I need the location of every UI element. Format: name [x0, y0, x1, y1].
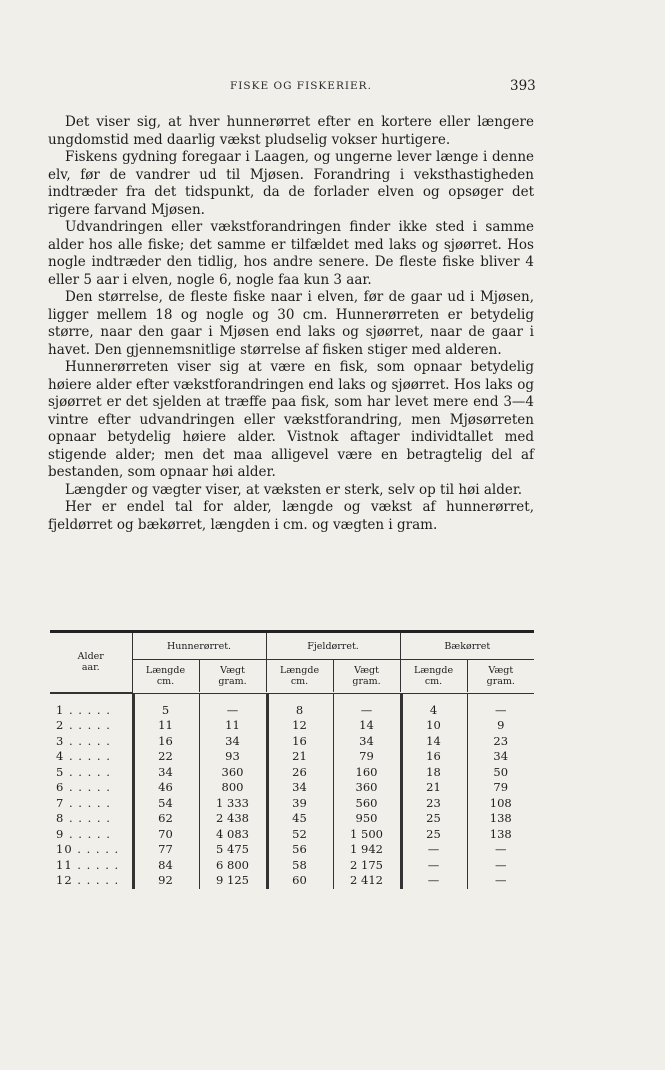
page-header [0, 78, 665, 98]
weight-cell: 1 942 [333, 842, 400, 858]
weight-cell: 93 [199, 749, 266, 765]
age-header-line: aar. [81, 662, 100, 674]
length-cell: — [400, 873, 467, 889]
length-cell: 45 [266, 811, 333, 827]
weight-cell: — [467, 703, 534, 719]
length-cell: 58 [266, 858, 333, 874]
length-cell: 77 [132, 842, 199, 858]
age-cell: 2 . . . . . [56, 718, 111, 732]
weight-cell: 1 500 [333, 827, 400, 843]
running-head: FISKE OG FISKERIER. [230, 80, 372, 92]
table-row [50, 765, 534, 781]
group-header-fjeldorret: Fjeldørret. [266, 633, 400, 660]
age-cell: 8 . . . . . [56, 811, 111, 825]
weight-cell: 1 333 [199, 796, 266, 812]
weight-column-header: Vægt gram. [199, 660, 266, 693]
length-cell: 21 [400, 780, 467, 796]
length-cell: 5 [132, 703, 199, 719]
weight-cell: 79 [467, 780, 534, 796]
length-cell: 8 [266, 703, 333, 719]
weight-cell: 11 [199, 718, 266, 734]
length-cell: 25 [400, 811, 467, 827]
weight-cell: 360 [199, 765, 266, 781]
table-row [50, 858, 534, 874]
length-cell: 25 [400, 827, 467, 843]
length-cell: 70 [132, 827, 199, 843]
length-cell: 52 [266, 827, 333, 843]
paragraph: Længder og vægter viser, at væksten er sterk, selv op til høi alder. [65, 481, 523, 498]
weight-cell: 50 [467, 765, 534, 781]
weight-cell: 2 175 [333, 858, 400, 874]
length-cell: 23 [400, 796, 467, 812]
table-row [50, 811, 534, 827]
length-cell: 16 [400, 749, 467, 765]
weight-cell: 800 [199, 780, 266, 796]
weight-cell: 2 412 [333, 873, 400, 889]
weight-cell: 138 [467, 827, 534, 843]
length-cell: 39 [266, 796, 333, 812]
age-cell: 7 . . . . . [56, 795, 111, 810]
weight-cell: 4 083 [199, 827, 266, 843]
paragraph: Den størrelse, de fleste fiske naar i elven, før de gaar ud i Mjøsen, ligger mellem 18 og nogle og 30 cm. Hunnerørreten er betydelig større, naar den gaar i Mjøsen end laks og sjøørret, naar de gaar i havet. Den gjennemsnitlige størrelse af fisken stiger med alderen. [48, 289, 534, 358]
age-cell: 10 . . . . . [56, 842, 120, 856]
length-cell: 10 [400, 718, 467, 734]
age-cell: 9 . . . . . [56, 826, 111, 841]
weight-cell: 34 [199, 734, 266, 750]
length-column-header: Længde cm. [266, 660, 333, 693]
weight-cell: 34 [467, 749, 534, 765]
length-column-header: Længde cm. [132, 660, 199, 693]
group-header-baekorret: Bækørret [400, 633, 534, 660]
growth-table [50, 630, 534, 889]
age-cell: 6 . . . . . [56, 780, 111, 794]
length-cell: 21 [266, 749, 333, 765]
weight-cell: 9 [467, 718, 534, 734]
age-cell: 11 . . . . . [56, 857, 120, 872]
age-cell: 4 . . . . . [56, 749, 111, 763]
age-cell: 12 . . . . . [56, 873, 120, 887]
growth-table-grid [50, 633, 534, 693]
table-row [50, 873, 534, 889]
table-row [50, 796, 534, 812]
length-cell: 11 [132, 718, 199, 734]
length-cell: 34 [266, 780, 333, 796]
weight-cell: 560 [333, 796, 400, 812]
age-cell: 3 . . . . . [56, 733, 111, 748]
weight-cell: 6 800 [199, 858, 266, 874]
weight-cell: — [333, 703, 400, 719]
length-cell: — [400, 842, 467, 858]
weight-cell: 9 125 [199, 873, 266, 889]
weight-cell: 79 [333, 749, 400, 765]
table-row [50, 842, 534, 858]
length-cell: 14 [400, 734, 467, 750]
table-row [50, 827, 534, 843]
length-cell: 22 [132, 749, 199, 765]
age-header-line: Alder [77, 651, 104, 663]
weight-cell: 360 [333, 780, 400, 796]
growth-table-body [50, 694, 534, 889]
length-cell: 62 [132, 811, 199, 827]
length-cell: 16 [266, 734, 333, 750]
table-row [50, 734, 534, 750]
length-cell: 84 [132, 858, 199, 874]
weight-cell: 14 [333, 718, 400, 734]
paragraph: Udvandringen eller vækstforandringen finder ikke sted i samme alder hos alle fiske; det samme er tilfældet med laks og sjøørret. Hos nogle indtræder den tidlig, hos andre senere. De fleste fiske bliver 4 eller 5 aar i elven, nogle 6, nogle faa kun 3 aar. [48, 219, 534, 288]
weight-cell: 108 [467, 796, 534, 812]
length-cell: 12 [266, 718, 333, 734]
weight-cell: 160 [333, 765, 400, 781]
body-text [48, 114, 534, 534]
weight-cell: 138 [467, 811, 534, 827]
length-column-header: Længde cm. [400, 660, 467, 693]
table-row [50, 718, 534, 734]
paragraph: Hunnerørreten viser sig at være en fisk, som opnaar betydelig høiere alder efter vækstforandringen end laks og sjøørret. Hos laks og sjøørret er det sjelden at træffe paa fisk, som har levet mere end 3—4 vintre efter udvandringen eller vækstforandring, men Mjøsørreten opnaar betydelig høiere alder. Vistnok aftager individtallet med stigende alder; men det maa alligevel være en betragtelig del af bestanden, som opnaar høi alder. [48, 359, 534, 480]
weight-cell: — [467, 842, 534, 858]
length-cell: 26 [266, 765, 333, 781]
length-cell: 92 [132, 873, 199, 889]
paragraph: Fiskens gydning foregaar i Laagen, og ungerne lever længe i denne elv, før de vandrer ud til Mjøsen. Forandring i veksthastigheden indtræder fra det tidspunkt, da de forlader elven og opsøger det rigere farvand Mjøsen. [48, 149, 534, 218]
table-row [50, 703, 534, 719]
length-cell: 34 [132, 765, 199, 781]
length-cell: 60 [266, 873, 333, 889]
weight-cell: — [467, 858, 534, 874]
weight-cell: 23 [467, 734, 534, 750]
length-cell: 56 [266, 842, 333, 858]
weight-cell: 34 [333, 734, 400, 750]
table-row [50, 780, 534, 796]
length-cell: — [400, 858, 467, 874]
paragraph: Det viser sig, at hver hunnerørret efter en kortere eller længere ungdomstid med daarlig vækst pludselig vokser hurtigere. [48, 114, 534, 148]
weight-cell: — [199, 703, 266, 719]
weight-cell: 2 438 [199, 811, 266, 827]
age-column-header [50, 633, 132, 692]
weight-column-header: Vægt gram. [333, 660, 400, 693]
group-header-hunnerorret: Hunnerørret. [132, 633, 266, 660]
age-cell: 1 . . . . . [56, 702, 111, 717]
paragraph: Her er endel tal for alder, længde og vækst af hunnerørret, fjeldørret og bækørret, længden i cm. og vægten i gram. [48, 499, 534, 533]
length-cell: 16 [132, 734, 199, 750]
length-cell: 4 [400, 703, 467, 719]
weight-column-header: Vægt gram. [467, 660, 534, 693]
weight-cell: — [467, 873, 534, 889]
weight-cell: 5 475 [199, 842, 266, 858]
length-cell: 46 [132, 780, 199, 796]
page-number: 393 [510, 78, 536, 94]
weight-cell: 950 [333, 811, 400, 827]
table-row [50, 749, 534, 765]
age-cell: 5 . . . . . [56, 764, 111, 779]
length-cell: 54 [132, 796, 199, 812]
length-cell: 18 [400, 765, 467, 781]
